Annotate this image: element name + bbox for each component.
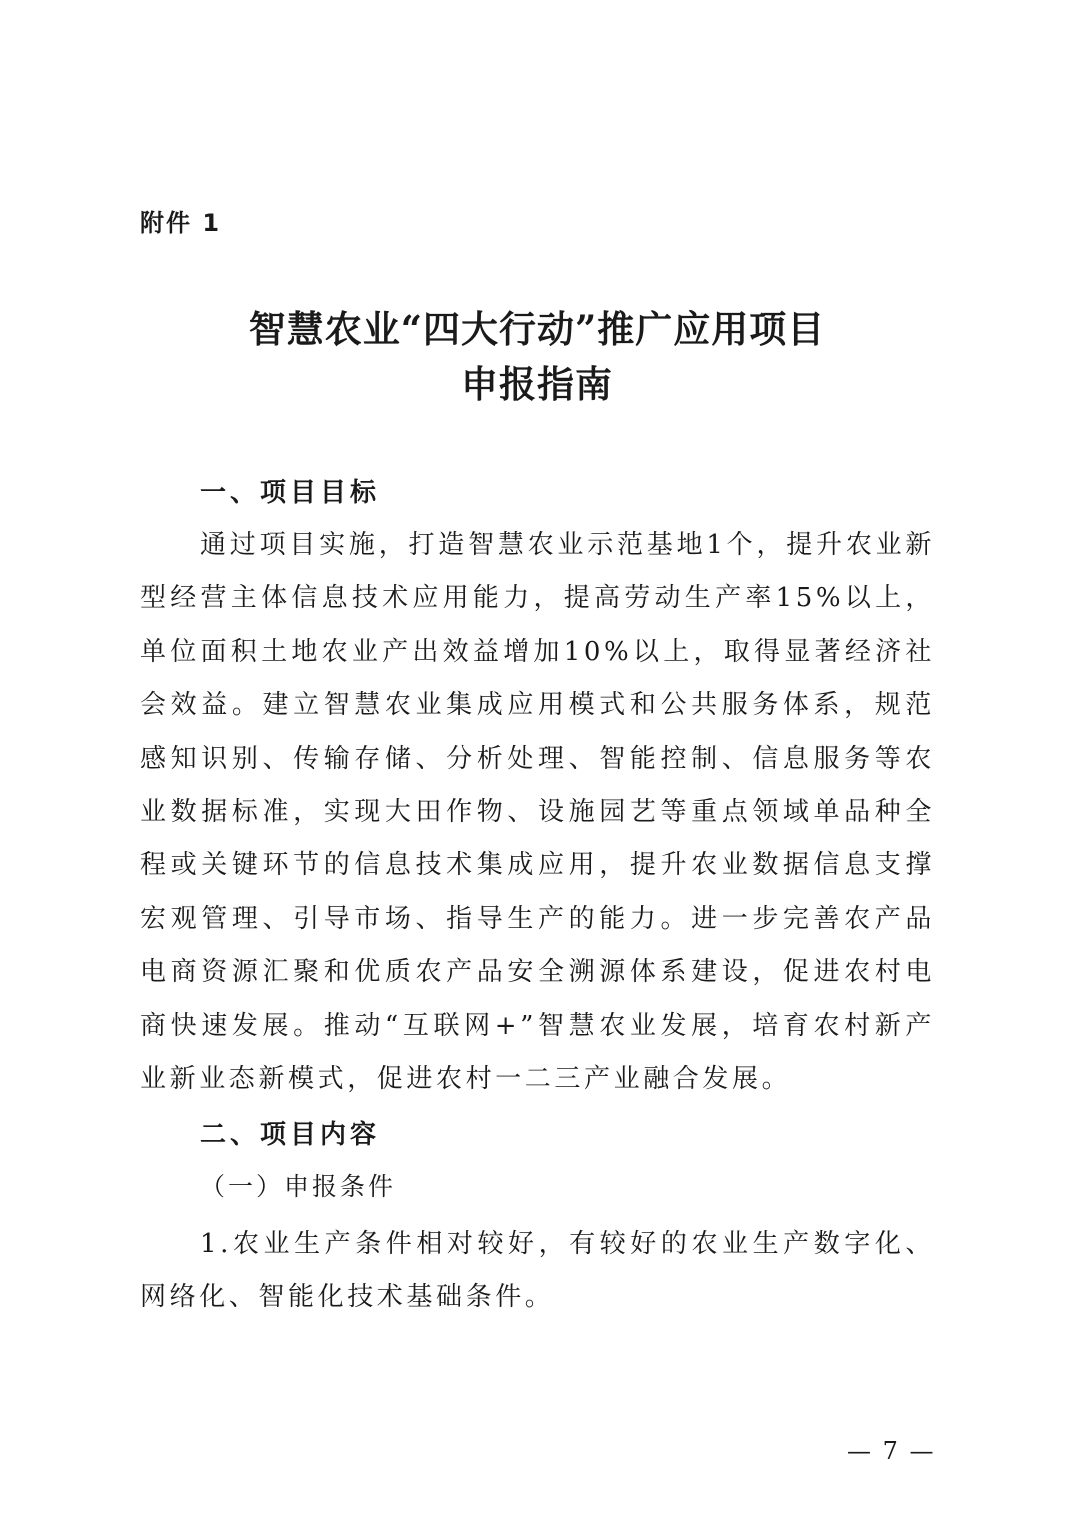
section1-paragraph: 通过项目实施，打造智慧农业示范基地1个，提升农业新型经营主体信息技术应用能力，提高劳动生产率15%以上，单位面积土地农业产出效益增加10%以上，取得显著经济社会效益。建立智慧农业集成应用模式和公共服务体系，规范感知识别、传输存储、分析处理、智能控制、信息服务等农业数据标准，实现大田作物、设施园艺等重点领域单品种全程或关键环节的信息技术集成应用，提升农业数据信息支撑宏观管理、引导市场、指导生产的能力。进一步完善农产品电商资源汇聚和优质农产品安全溯源体系建设，促进农村电商快速发展。推动“互联网+”智慧农业发展，培育农村新产业新业态新模式，促进农村一二三产业融合发展。 xyxy=(140,530,935,1095)
page-number: — 7 — xyxy=(847,1437,936,1465)
section2-heading: 二、项目内容 xyxy=(200,1120,381,1150)
subsection1-heading: （一）申报条件 xyxy=(200,1172,397,1201)
item1-paragraph: 1.农业生产条件相对较好，有较好的农业生产数字化、网络化、智能化技术基础条件。 xyxy=(140,1229,935,1313)
section1-heading: 一、项目目标 xyxy=(200,478,381,508)
document-title-line1: 智慧农业“四大行动”推广应用项目 xyxy=(248,307,826,351)
attachment-label: 附件 1 xyxy=(140,209,222,237)
document-title-line2: 申报指南 xyxy=(461,362,613,406)
